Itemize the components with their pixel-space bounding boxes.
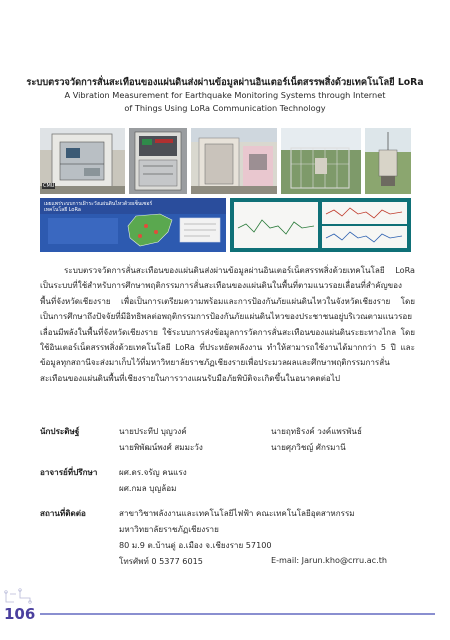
advisors-label: อาจารย์ที่ปรึกษา: [40, 467, 98, 477]
title-thai: ระบบตรวจวัดการสั่นสะเทือนของแผ่นดินส่งผ่านข้อมูลผ่านอินเตอร์เน็ตสรรพสิ่งด้วยเทคโนโลยี LoRa: [26, 77, 424, 88]
contact-label: สถานที่ติดต่อ: [40, 508, 86, 518]
photo-fenced-station: [281, 128, 361, 194]
dashboard-screenshot: [230, 198, 411, 252]
contact-phone: โทรศัพท์ 0 5377 6015: [119, 556, 203, 566]
page-number: 106: [4, 605, 36, 623]
description-paragraph: ระบบตรวจวัดการสั่นสะเทือนของแผ่นดินส่งผ่านข้อมูลผ่านอินเตอร์เน็ตสรรพสิ่งด้วยเทคโนโลยี LoRa เป็นระบบที่ใช้สำหรับการศึกษาพฤติกรรมการสั่นสะเทือนของแผ่นดินในพื้นที่ตามแนวรอยเลื่อนที่สำคัญของพื้นที่จังหวัดเชียงราย เพื่อเป็นการเตรียมความพร้อมและการป้องกันภัยแผ่นดินไหวในจังหวัดเชียงราย โดยเป็นการศึกษาถึงปัจจัยที่มีอิทธิพลต่อพฤติกรรมการป้องกันภัยแผ่นดินไหวของประชาชนอยู่บริเวณตามแนวรอยเลื่อนมีพลังในพื้นที่จังหวัดเชียงราย ใช้ระบบการส่งข้อมูลการวัดการสั่นสะเทือนของแผ่นดินระยะทางไกล โดยใช้อินเตอร์เน็ตสรรพสิ่งด้วยเทคโนโลยี LoRa ที่ประหยัดพลังงาน ทำให้สามารถใช้งานได้มากกว่า 5 ปี และข้อมูลทุกสถานีจะส่งมาเก็บไว้ที่มหาวิทยาลัยราชภัฏเชียงรายเพื่อประมวลผลและศึกษาพฤติกรรมการสั่นสะเทือนของแผ่นดินพื้นที่เชียงรายในการวางแผนรับมือภัยพิบัติจะเกิดขึ้นในอนาคตต่อไป: [40, 265, 415, 383]
contact-email[interactable]: E-mail: Jarun.kho@crru.ac.th: [271, 555, 387, 565]
title-english-line-1: A Vibration Measurement for Earthquake Monitoring Systems through Internet: [64, 90, 386, 100]
contact-line-2: มหาวิทยาลัยราชภัฏเชียงราย: [119, 524, 219, 534]
advisor-2: ผศ.กมล บุญล้อม: [119, 483, 177, 493]
title-english-line-2: of Things Using LoRa Communication Technology: [124, 103, 326, 113]
title-english: [40, 89, 410, 115]
advisor-1: ผศ.ดร.จรัญ คนแรง: [119, 467, 187, 477]
contact-line-3: 80 ม.9 ต.บ้านดู่ อ.เมือง จ.เชียงราย 57100: [119, 540, 272, 550]
page-number-decoration: [0, 588, 46, 626]
inventor-3: นายพิพัฒน์พงศ์ สมมะวัง: [119, 442, 203, 452]
inventors-label: นักประดิษฐ์: [40, 426, 80, 436]
footer-rule: [40, 613, 435, 615]
inventor-4: นายศุภวิชญ์ ศักรมานี: [271, 442, 346, 452]
photo-field-sensor: [365, 128, 411, 194]
photo-station-cabinet: [40, 128, 125, 194]
inventor-1: นายประทีป บุญวงค์: [119, 426, 187, 436]
contact-line-1: สาขาวิชาพลังงานและเทคโนโลยีไฟฟ้า คณะเทคโนโลยีอุตสาหกรรม: [119, 508, 355, 518]
sticker-label: CMU: [43, 183, 55, 189]
diagram-caption: เผยแพร่ระบบการเฝ้าระวังแผ่นดินไหวด้วยเซ็นเซอร์เทคโนโลยี LoRa: [44, 201, 153, 213]
photo-station-shelter: [191, 128, 277, 194]
map-diagram-panel: [40, 198, 226, 252]
inventor-2: นายฤทธิรงค์ วงค์แพรพันธ์: [271, 426, 362, 436]
photo-open-cabinet: [129, 128, 187, 194]
